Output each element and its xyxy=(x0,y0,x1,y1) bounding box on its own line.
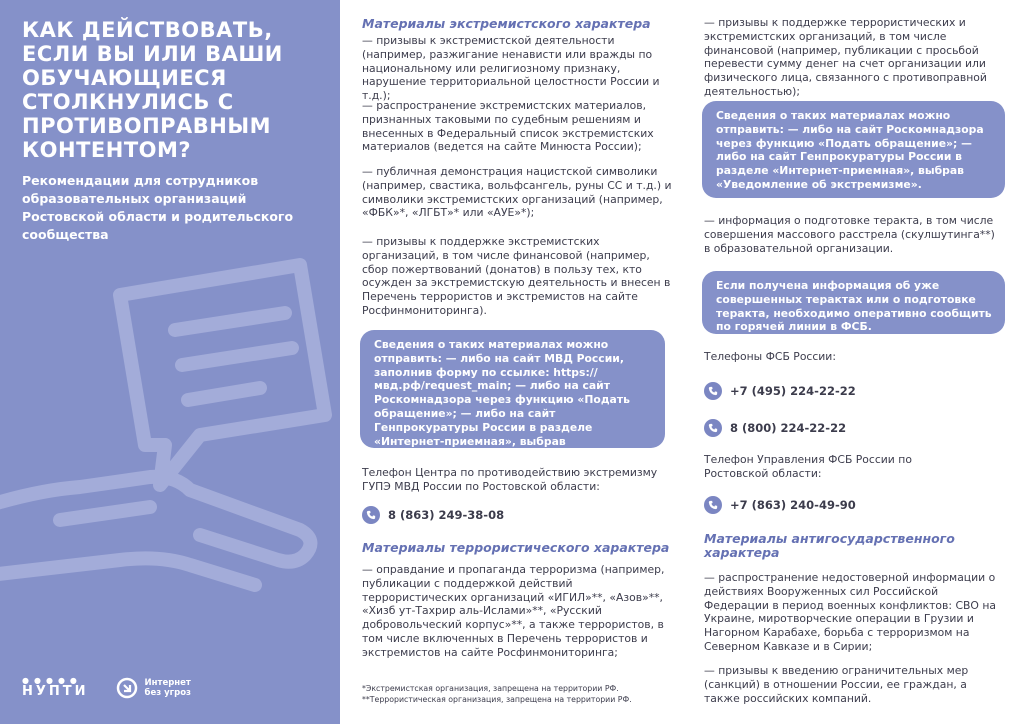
phone-label-center-e: Телефон Центра по противодействию экстремизму ГУПЭ МВД России по Ростовской области: xyxy=(362,466,658,493)
list-item: — распространение недостоверной информации о действиях Вооруженных сил Российской Федерации в период военных конфликтов: СВО на Украине, миротворческие операции в Грузии и Нагорном Карабахе, борьба с терроризмом на Северном Кавказе и в Сирии; xyxy=(704,571,997,653)
fsb-rostov-label: Телефон Управления ФСБ России по Ростовской области: xyxy=(704,453,912,480)
list-item: — оправдание и пропаганда терроризма (например, публикации с поддержкой действий террористических организаций «ИГИЛ»**, «Азов»**, «Хизб ут-Тахрир аль-Ислами»**, «Русский добровольческий корпус»**, а также террористов, в том числе включенных в Перечень террористов и экстремистов на сайте Росфинмониторинга; xyxy=(362,563,665,659)
left-panel xyxy=(0,0,340,724)
list-item: — призывы к экстремистской деятельности (например, разжигание ненависти или вражды по национальному или религиозному признаку, нарушение территориальной целостности России и т.д.); xyxy=(362,34,660,103)
footnote: **Террористическая организация, запрещена на территории РФ. xyxy=(362,695,632,704)
logos xyxy=(22,676,191,700)
phone-fsb-rostov[interactable]: +7 (863) 240-49-90 xyxy=(704,496,856,514)
page-title: КАК ДЕЙСТВОВАТЬ, ЕСЛИ ВЫ ИЛИ ВАШИ ОБУЧАЮЩИЕСЯ СТОЛКНУЛИСЬ С ПРОТИВОПРАВНЫМ КОНТЕНТОМ? xyxy=(22,18,283,162)
list-item: — распространение экстремистских материалов, признанных таковыми по судебным решениям и внесенных в Федеральный список экстремистских материалов (ведется на сайте Минюста России); xyxy=(362,99,654,154)
section-heading-antistate: Материалы антигосударственного характера xyxy=(704,531,955,560)
section-heading-extremist: Материалы экстремистского характера xyxy=(362,16,651,31)
info-box-extremist: Сведения о таких материалах можно отправить: — либо на сайт МВД России, заполнив форму по ссылке: https://мвд.рф/request_main; — либо на сайт Роскомнадзора через функцию «Подать обращение»; — либо на сайт Генпрокуратуры России в разделе «Интернет-приемная», выбрав «Уведомление об экстремизме». xyxy=(360,330,665,448)
phone-icon xyxy=(704,419,722,437)
info-box-fsb-hotline: Если получена информация об уже совершенных терактах или о подготовке теракта, необходимо оперативно сообщить по горячей линии в ФСБ. xyxy=(702,271,1005,334)
nupti-logo: ●●●●● НУПТИ xyxy=(22,676,89,699)
fsb-phones-label: Телефоны ФСБ России: xyxy=(704,350,836,363)
list-item: — призывы к поддержке экстремистских организаций, в том числе финансовой (например, сбор пожертвований (донатов) в пользу тех, кто осужден за экстремистскую деятельность и внесен в Перечень террористов и экстремистов на сайте Росфинмониторинга). xyxy=(362,235,671,317)
page-subtitle: Рекомендации для сотрудников образовательных организаций Ростовской области и родительского сообщества xyxy=(22,173,294,242)
section-heading-terror: Материалы террористического характера xyxy=(362,540,670,555)
chat-hand-illustration-icon xyxy=(0,255,340,595)
list-item: — информация о подготовке теракта, в том числе совершения массового расстрела (скулшутинга**) в образовательной организации. xyxy=(704,214,995,255)
info-box-terror: Сведения о таких материалах можно отправить: — либо на сайт Роскомнадзора через функцию «Подать обращение»; — либо на сайт Генпрокуратуры России в разделе «Интернет-приемная», выбрав «Уведомление об экстремизме». xyxy=(702,101,1005,198)
phone-icon xyxy=(362,506,380,524)
list-item: — публичная демонстрация нацистской символики (например, свастика, вольфсангель, руны СС и т.д.) и символики экстремистских организаций (например, «ФБК»*, «ЛГБТ»* или «АУЕ»*); xyxy=(362,165,672,220)
list-item: — призывы к поддержке террористических и экстремистских организаций, в том числе финансовой (например, публикации с просьбой перевести сумму денег на счет организации или физического лица, связанного с противоправной деятельностью); xyxy=(704,16,987,98)
footnote: *Экстремистская организация, запрещена на территории РФ. xyxy=(362,684,619,693)
shield-arrow-icon xyxy=(115,676,139,700)
list-item: — призывы к введению ограничительных мер (санкций) в отношении России, ее граждан, а также российских компаний. xyxy=(704,664,969,705)
phone-icon xyxy=(704,496,722,514)
internet-bez-ugroz-logo: Интернет без угроз xyxy=(115,676,191,700)
phone-icon xyxy=(704,382,722,400)
phone-fsb-1[interactable]: +7 (495) 224-22-22 xyxy=(704,382,856,400)
phone-center-e[interactable]: 8 (863) 249-38-08 xyxy=(362,506,504,524)
phone-fsb-2[interactable]: 8 (800) 224-22-22 xyxy=(704,419,846,437)
